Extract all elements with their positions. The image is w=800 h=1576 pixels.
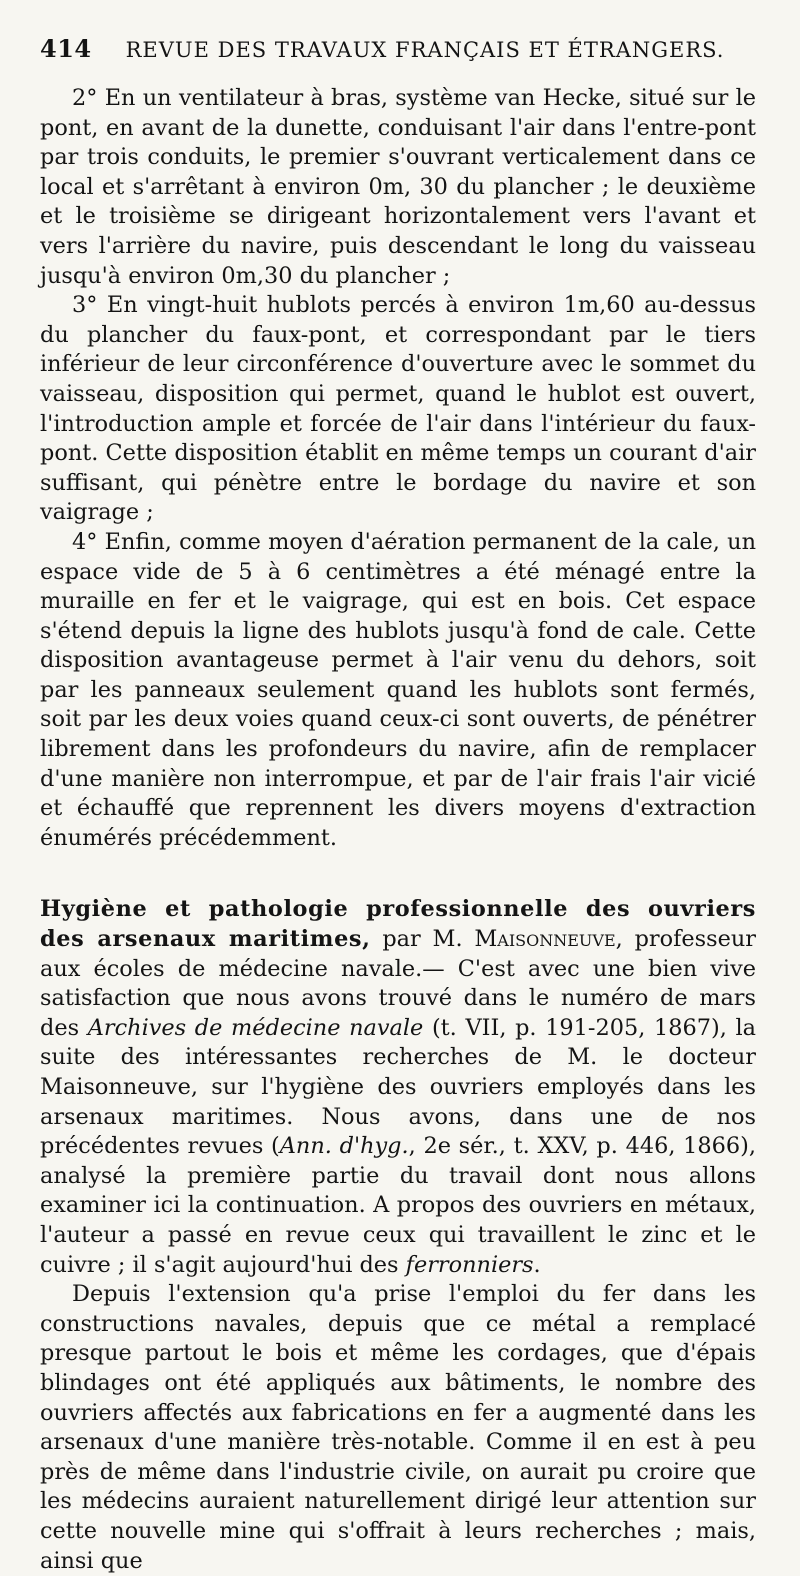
journal-title: Archives de médecine navale <box>87 1014 424 1041</box>
article-subject: ferronniers <box>405 1251 534 1278</box>
page-number: 414 <box>40 34 92 63</box>
running-header <box>40 34 756 84</box>
running-title: REVUE DES TRAVAUX FRANÇAIS ET ÉTRANGERS. <box>125 38 725 62</box>
journal-reference: Ann. d'hyg. <box>279 1133 409 1160</box>
paragraph-final: Depuis l'extension qu'a prise l'emploi du fer dans les constructions navales, depuis que ce métal a remplacé presque partout le bois et même les cordages, que d'épais blindages ont été appliqués aux bâtiments, le nombre des ouvriers affectés aux fabrications en fer a augmenté dans les arsenaux d'une manière très-notable. Comme il en est à peu près de même dans l'industrie civile, on aurait pu croire que les médecins auraient naturellement dirigé leur attention sur cette nouvelle mine qui s'offrait à leurs recherches ; mais, ainsi que <box>40 1281 756 1574</box>
article-intro-text-3: , 2e sér., t. XXV, p. 446, 1866), analysé la première partie du travail dont nous allons examiner ici la continuation. A propos des ouvriers en métaux, l'auteur a passé en revue ceux qui travaillent le zinc et le cuivre ; il s'agit aujourd'hui des <box>40 1133 756 1278</box>
page-body <box>40 84 756 1576</box>
article-intro-paragraph <box>40 895 756 1280</box>
article-author: Maisonneuve <box>474 926 616 953</box>
paragraph-item-2: 2° En un ventilateur à bras, système van Hecke, situé sur le pont, en avant de la dunette, conduisant l'air dans l'entre-pont par trois conduits, le premier s'ouvrant verticalement dans ce local et s'arrêtant à environ 0m, 30 du plancher ; le deuxième et le troisième se dirigeant horizontalement vers l'avant et vers l'arrière du navire, puis descendant le long du vaisseau jusqu'à environ 0m,30 du plancher ; <box>40 85 756 289</box>
section-gap <box>40 853 756 895</box>
article-intro-end: . <box>533 1251 541 1278</box>
paragraph-item-4: 4° Enfin, comme moyen d'aération permanent de la cale, un espace vide de 5 à 6 centimètres a été ménagé entre la muraille en fer et le vaigrage, qui est en bois. Cet espace s'étend depuis la ligne des hublots jusqu'à fond de cale. Cette disposition avantageuse permet à l'air venu du dehors, soit par les panneaux seulement quand les hublots sont fermés, soit par les deux voies quand ceux-ci sont ouverts, de pénétrer librement dans les profondeurs du navire, afin de remplacer d'une manière non interrompue, et par de l'air frais l'air vicié et échauffé que reprennent les divers moyens d'extraction énumérés précédemment. <box>40 528 756 851</box>
article-intro-text-1: , professeur aux écoles de médecine navale.— C'est avec une bien vive satisfaction que nous avons trouvé dans le numéro de mars des <box>40 926 756 1041</box>
paragraph-item-3: 3° En vingt-huit hublots percés à environ 1m,60 au-dessus du plancher du faux-pont, et correspondant par le tiers inférieur de leur circonférence d'ouverture avec le sommet du vaisseau, disposition qui permet, quand le hublot est ouvert, l'introduction ample et forcée de l'air dans l'intérieur du faux-pont. Cette disposition établit en même temps un courant d'air suffisant, qui pénètre entre le bordage du navire et son vaigrage ; <box>40 292 756 526</box>
article-by: par M. <box>370 926 475 953</box>
article-intro-text-2: (t. VII, p. 191-205, 1867), la suite des intéressantes recherches de M. le docteur Maisonneuve, sur l'hygiène des ouvriers employés dans les arsenaux maritimes. Nous avons, dans une de nos précédentes revues ( <box>40 1014 756 1160</box>
article-title: Hygiène et pathologie professionnelle des ouvriers des arsenaux maritimes, <box>40 896 756 953</box>
